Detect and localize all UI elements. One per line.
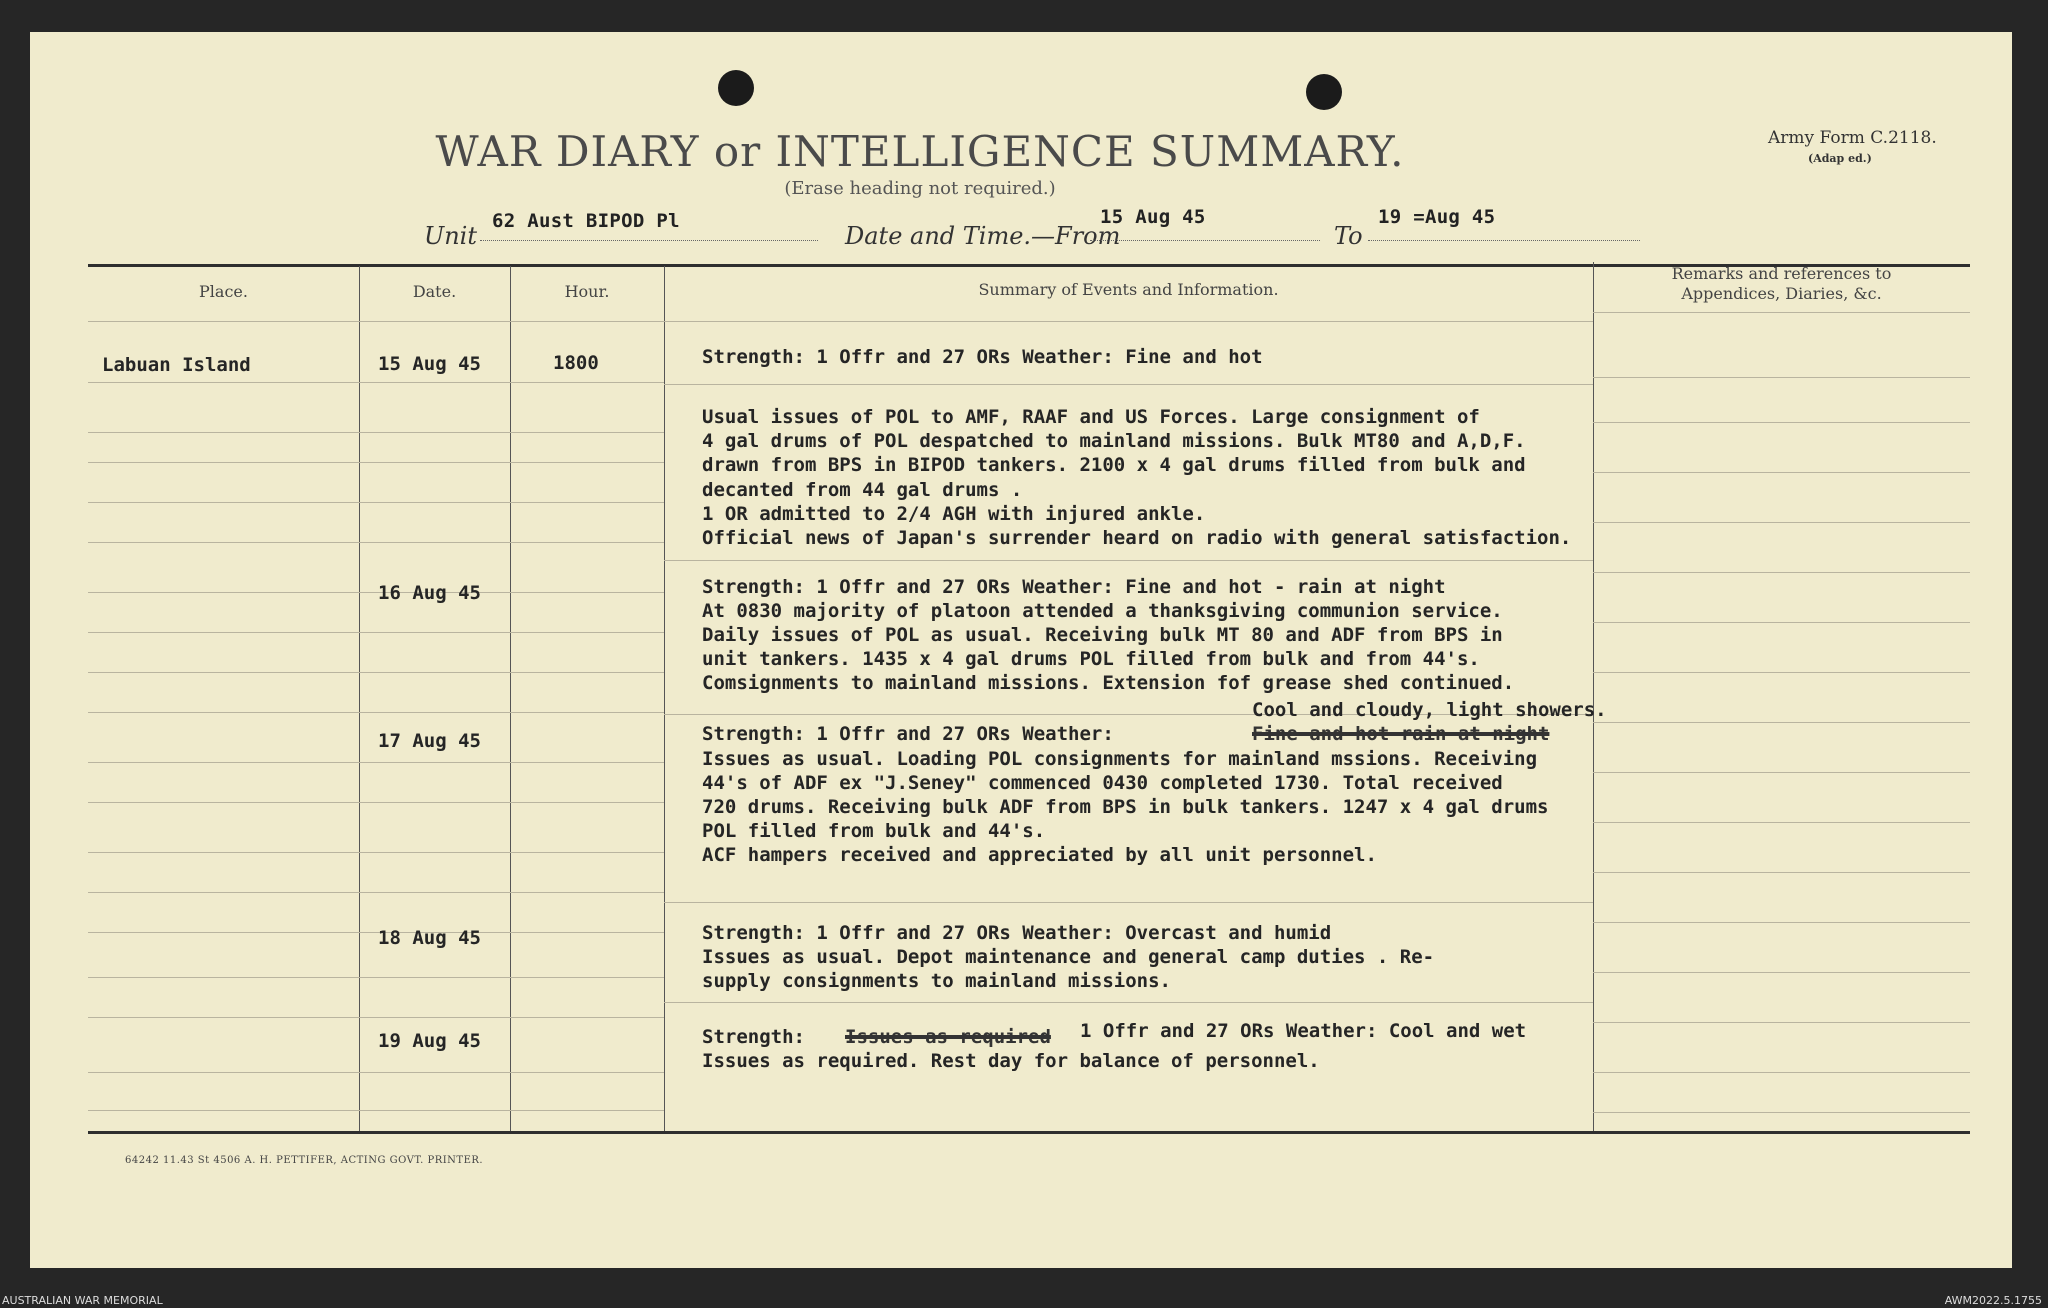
col-header-remarks-2: Appendices, Diaries, &c. xyxy=(1681,284,1882,303)
ruled-line-remarks xyxy=(1593,972,1970,973)
summary-line-6: 1 OR admitted to 2/4 AGH with injured ankle. xyxy=(702,503,1206,525)
summary-line-15: Issues as usual. Loading POL consignments for mainland mssions. Receiving xyxy=(702,748,1538,770)
punch-hole-right xyxy=(1306,74,1342,110)
ruled-line xyxy=(88,592,664,593)
col-header-date: Date. xyxy=(412,282,457,301)
summary-line-4: drawn from BPS in BIPOD tankers. 2100 x 4 gal drums filled from bulk and xyxy=(702,454,1526,476)
ruled-line xyxy=(88,977,664,978)
ruled-line-remarks xyxy=(1593,722,1970,723)
from-dotted-line xyxy=(1090,240,1320,241)
to-value: 19 =Aug 45 xyxy=(1378,206,1496,228)
ruled-line xyxy=(88,382,664,383)
summary-line-12: Comsignments to mainland missions. Extension fof grease shed continued. xyxy=(702,672,1515,694)
from-value: 15 Aug 45 xyxy=(1100,206,1206,228)
ruled-line-remarks xyxy=(1593,522,1970,523)
struck-weather-17: Fine and hot rain at night xyxy=(1252,723,1550,745)
ruled-line-remarks xyxy=(1593,1112,1970,1113)
to-dotted-line xyxy=(1368,240,1640,241)
ruled-line xyxy=(88,1072,664,1073)
header-underline-remarks xyxy=(1593,312,1970,313)
ruled-line-summary xyxy=(664,902,1593,903)
header-underline-summary xyxy=(664,321,1593,322)
summary-line-5: decanted from 44 gal drums . xyxy=(702,479,1023,501)
summary-line-23-cont: 1 Offr and 27 ORs Weather: Cool and wet xyxy=(1080,1020,1527,1042)
to-label: To xyxy=(1334,222,1363,250)
ruled-line xyxy=(88,892,664,893)
ruled-line-remarks xyxy=(1593,377,1970,378)
summary-line-23: Strength: xyxy=(702,1026,805,1048)
ruled-line xyxy=(88,632,664,633)
summary-line-17: 720 drums. Receiving bulk ADF from BPS in bulk tankers. 1247 x 4 gal drums xyxy=(702,796,1549,818)
date-cell-15: 15 Aug 45 xyxy=(378,353,481,375)
ruled-line-summary xyxy=(664,1002,1593,1003)
summary-line-3: 4 gal drums of POL despatched to mainland missions. Bulk MT80 and A,D,F. xyxy=(702,430,1526,452)
ruled-line xyxy=(88,802,664,803)
ruled-line xyxy=(88,672,664,673)
summary-line-14: Strength: 1 Offr and 27 ORs Weather: xyxy=(702,723,1114,745)
ruled-line-remarks xyxy=(1593,672,1970,673)
summary-line-8: Strength: 1 Offr and 27 ORs Weather: Fine and hot - rain at night xyxy=(702,576,1446,598)
diary-sheet xyxy=(30,32,2012,1268)
ruled-line-remarks xyxy=(1593,922,1970,923)
col-header-hour: Hour. xyxy=(564,282,610,301)
ruled-line xyxy=(88,932,664,933)
col-header-summary: Summary of Events and Information. xyxy=(978,280,1279,299)
col-divider-hour xyxy=(510,266,511,1131)
ruled-line-remarks xyxy=(1593,572,1970,573)
ruled-line xyxy=(88,1110,664,1111)
ruled-line xyxy=(88,852,664,853)
punch-hole-left xyxy=(718,70,754,106)
ruled-line-remarks xyxy=(1593,872,1970,873)
summary-line-1: Strength: 1 Offr and 27 ORs Weather: Fine and hot xyxy=(702,346,1263,368)
header-underline xyxy=(88,321,664,322)
table-bottom-rule xyxy=(88,1131,1970,1134)
summary-line-7: Official news of Japan's surrender heard on radio with general satisfaction. xyxy=(702,527,1572,549)
footer-right: AWM2022.5.1755 xyxy=(1944,1294,2042,1307)
summary-line-11: unit tankers. 1435 x 4 gal drums POL filled from bulk and from 44's. xyxy=(702,648,1480,670)
ruled-line xyxy=(88,502,664,503)
struck-text-19: Issues as required xyxy=(845,1026,1051,1048)
summary-line-20: Strength: 1 Offr and 27 ORs Weather: Overcast and humid xyxy=(702,922,1332,944)
footer-left: AUSTRALIAN WAR MEMORIAL xyxy=(2,1294,163,1307)
summary-line-19: ACF hampers received and appreciated by all unit personnel. xyxy=(702,844,1377,866)
ruled-line xyxy=(88,432,664,433)
ruled-line-remarks xyxy=(1593,822,1970,823)
summary-line-18: POL filled from bulk and 44's. xyxy=(702,820,1046,842)
ruled-line-remarks xyxy=(1593,1022,1970,1023)
summary-line-16: 44's of ADF ex "J.Seney" commenced 0430 completed 1730. Total received xyxy=(702,772,1503,794)
date-cell-17: 17 Aug 45 xyxy=(378,730,481,752)
ruled-line-remarks xyxy=(1593,472,1970,473)
ruled-line xyxy=(88,712,664,713)
col-header-remarks-1: Remarks and references to xyxy=(1671,264,1892,283)
ruled-line xyxy=(88,1017,664,1018)
date-cell-16: 16 Aug 45 xyxy=(378,582,481,604)
place-cell: Labuan Island xyxy=(102,354,251,376)
date-time-label: Date and Time.—From xyxy=(845,222,1121,250)
ruled-line-remarks xyxy=(1593,772,1970,773)
col-header-place: Place. xyxy=(199,282,248,301)
form-subtitle: (Erase heading not required.) xyxy=(784,178,1056,199)
summary-line-2: Usual issues of POL to AMF, RAAF and US Forces. Large consignment of xyxy=(702,406,1480,428)
ruled-line-summary xyxy=(664,384,1593,385)
summary-line-22: supply consignments to mainland missions. xyxy=(702,970,1171,992)
date-cell-18: 18 Aug 45 xyxy=(378,927,481,949)
col-divider-date xyxy=(359,266,360,1131)
army-form-sub: (Adap ed.) xyxy=(1808,152,1872,165)
unit-label: Unit xyxy=(424,222,478,250)
ruled-line-summary xyxy=(664,560,1593,561)
date-cell-19: 19 Aug 45 xyxy=(378,1030,481,1052)
ruled-line-remarks xyxy=(1593,422,1970,423)
summary-line-24: Issues as required. Rest day for balance of personnel. xyxy=(702,1050,1320,1072)
unit-value: 62 Aust BIPOD Pl xyxy=(492,210,680,232)
ruled-line-remarks xyxy=(1593,1072,1970,1073)
summary-line-21: Issues as usual. Depot maintenance and general camp duties . Re- xyxy=(702,946,1435,968)
printer-imprint: 64242 11.43 St 4506 A. H. PETTIFER, ACTING GOVT. PRINTER. xyxy=(125,1155,484,1166)
form-title: WAR DIARY or INTELLIGENCE SUMMARY. xyxy=(435,127,1405,176)
hour-cell-15: 1800 xyxy=(553,352,599,374)
ruled-line-remarks xyxy=(1593,622,1970,623)
ruled-line xyxy=(88,462,664,463)
army-form-number: Army Form C.2118. xyxy=(1768,128,1937,148)
summary-line-10: Daily issues of POL as usual. Receiving bulk MT 80 and ADF from BPS in xyxy=(702,624,1503,646)
col-divider-remarks xyxy=(1593,262,1594,1131)
summary-line-13: Cool and cloudy, light showers. xyxy=(1252,699,1607,721)
ruled-line xyxy=(88,542,664,543)
summary-line-9: At 0830 majority of platoon attended a thanksgiving communion service. xyxy=(702,600,1503,622)
ruled-line xyxy=(88,762,664,763)
unit-dotted-line xyxy=(480,240,818,241)
